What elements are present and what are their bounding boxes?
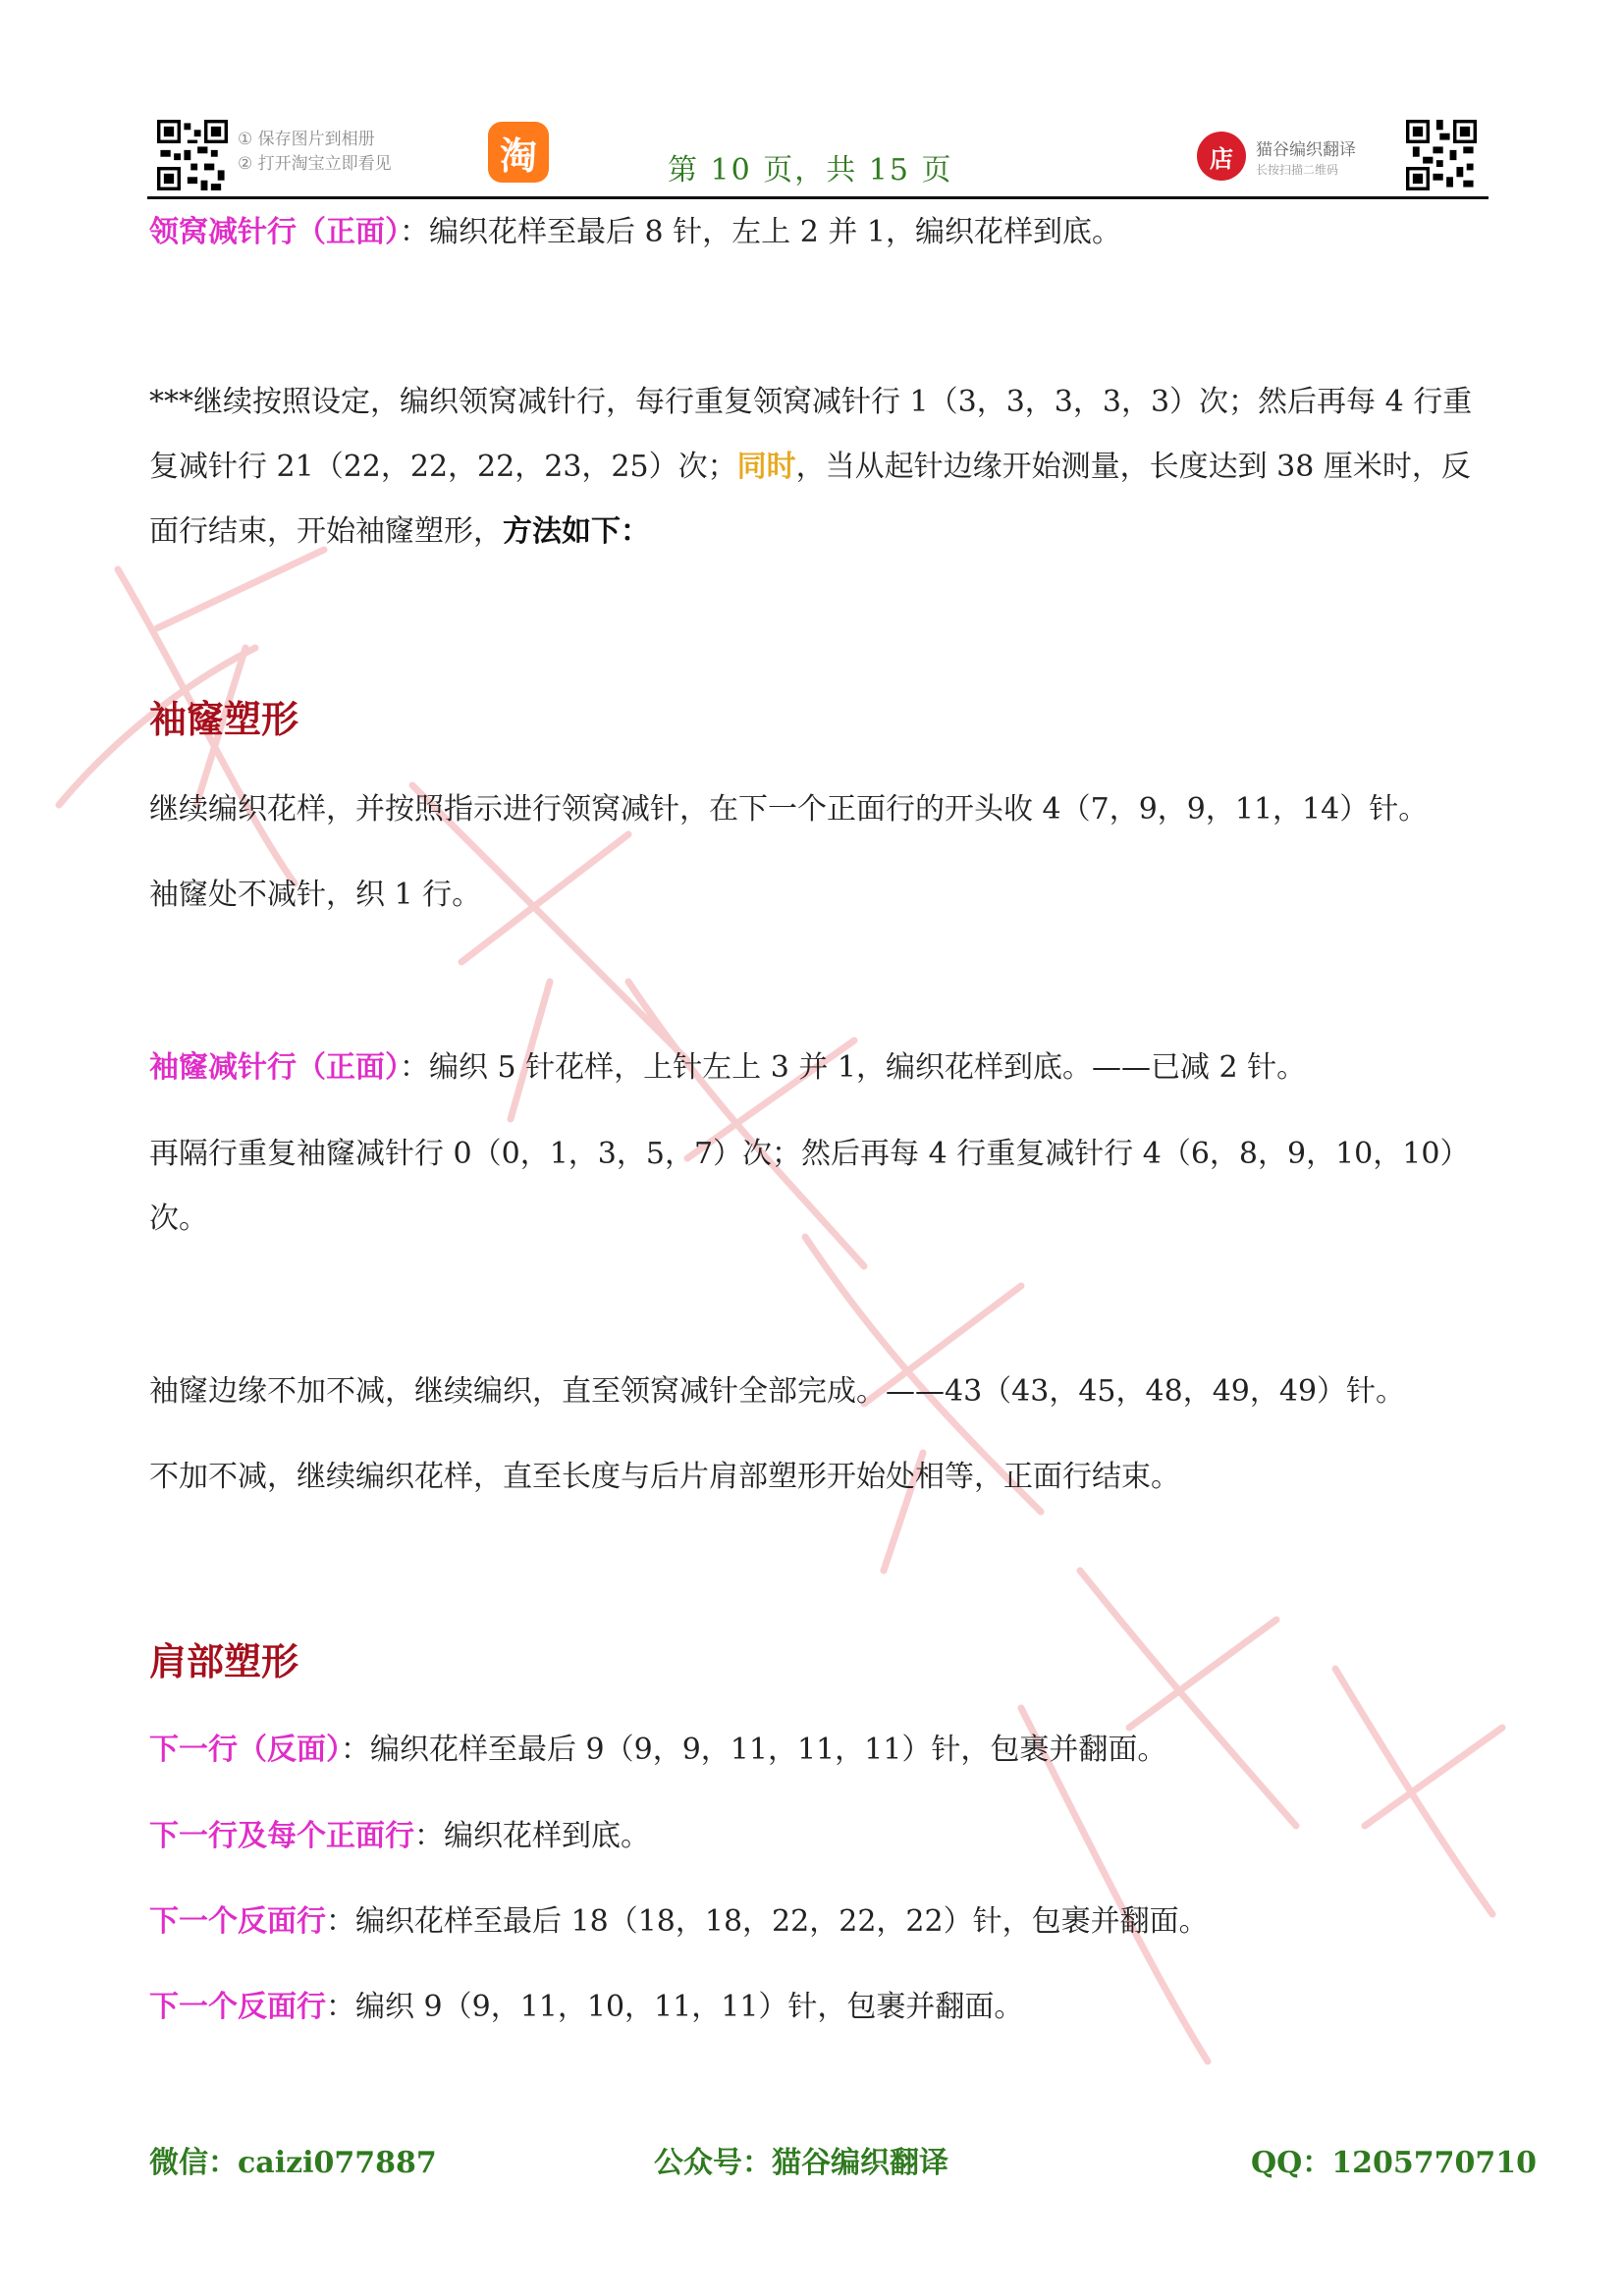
instruction-neck-decrease-row — [149, 200, 1490, 265]
instruction-armhole-plain-row: 袖窿处不减针，织 1 行。 — [149, 878, 482, 912]
instruction-work-even: 不加不减，继续编织花样，直至长度与后片肩部塑形开始处相等，正面行结束。 — [149, 1460, 1180, 1494]
text-continue-a: ***继续按照设定，编织领窝减针行，每行重复领窝减针行 1（3，3，3，3，3）次；然后再每 4 行重复减针行 21（22，22，22，23，25）次； — [149, 385, 1473, 484]
taobao-hint-line1: ① 保存图片到相册 — [238, 130, 375, 149]
text-shoulder-row-1: ：编织花样至最后 9（9，9，11，11，11）针，包裹并翻面。 — [341, 1733, 1167, 1767]
label-neck-decrease-row: 领窝减针行（正面） — [149, 215, 400, 249]
instruction-repeat-armhole-decrease: 再隔行重复袖窿减针行 0（0，1，3，5，7）次；然后再每 4 行重复减针行 4（6，8，9，10，10）次。 — [149, 1137, 1470, 1236]
section-heading-armhole: 袖窿塑形 — [149, 697, 299, 741]
footer-official-account: 公众号：猫谷编织翻译 — [654, 2146, 948, 2180]
qr-code-icon — [157, 120, 228, 190]
text-continue-b: ，当从起针边缘开始测量，长度达到 38 厘米时，反面行结束，开始袖窿塑形， — [149, 450, 1471, 549]
instruction-shoulder-rs-rows — [149, 1804, 1490, 1869]
text-shoulder-rs-rows: ：编织花样到底。 — [414, 1819, 650, 1853]
page-header — [147, 116, 1489, 198]
label-shoulder-row-5: 下一个反面行 — [149, 1990, 326, 2024]
footer-wechat: 微信：caizi077887 — [149, 2146, 437, 2180]
instruction-shoulder-row-1 — [149, 1718, 1490, 1783]
instruction-armhole-decrease-row — [149, 1036, 1490, 1100]
footer-qq: QQ：1205770710 — [1251, 2146, 1538, 2180]
section-heading-shoulder: 肩部塑形 — [149, 1639, 299, 1683]
instruction-continue-neck-shaping — [149, 370, 1490, 564]
qr-code-icon — [1406, 120, 1477, 190]
instruction-armhole-bind-off: 继续编织花样，并按照指示进行领窝减针，在下一个正面行的开头收 4（7，9，9，11，14）针。 — [149, 792, 1429, 827]
taobao-logo-icon: 淘 — [488, 122, 549, 183]
label-shoulder-row-1: 下一行（反面） — [149, 1733, 341, 1767]
text-shoulder-row-3: ：编织花样至最后 18（18，18，22，22，22）针，包裹并翻面。 — [326, 1904, 1209, 1939]
instruction-armhole-edge-straight: 袖窿边缘不加不减，继续编织，直至领窝减针全部完成。——43（43，45，48，49，49）针。 — [149, 1374, 1406, 1409]
highlight-same-time: 同时 — [736, 450, 796, 484]
shop-subtitle: 长按扫描二维码 — [1256, 163, 1339, 177]
shop-icon: 店 — [1197, 132, 1246, 181]
instruction-shoulder-row-5 — [149, 1975, 1490, 2040]
taobao-hint — [238, 128, 392, 177]
page-number: 第 10 页，共 15 页 — [668, 153, 953, 187]
label-shoulder-rs-rows: 下一行及每个正面行 — [149, 1819, 414, 1853]
label-armhole-decrease-row: 袖窿减针行（正面） — [149, 1050, 400, 1085]
instruction-shoulder-row-3 — [149, 1890, 1490, 1954]
taobao-hint-line2: ② 打开淘宝立即看见 — [238, 154, 392, 174]
text-shoulder-row-5: ：编织 9（9，11，10，11，11）针，包裹并翻面。 — [326, 1990, 1024, 2024]
shop-name: 猫谷编织翻译 — [1256, 140, 1356, 160]
text-neck-decrease-row: ：编织花样至最后 8 针，左上 2 并 1，编织花样到底。 — [400, 215, 1121, 249]
label-shoulder-row-3: 下一个反面行 — [149, 1904, 326, 1939]
text-method-follows: 方法如下： — [503, 514, 650, 549]
text-armhole-decrease-row: ：编织 5 针花样，上针左上 3 并 1，编织花样到底。——已减 2 针。 — [400, 1050, 1307, 1085]
header-divider — [147, 196, 1489, 199]
